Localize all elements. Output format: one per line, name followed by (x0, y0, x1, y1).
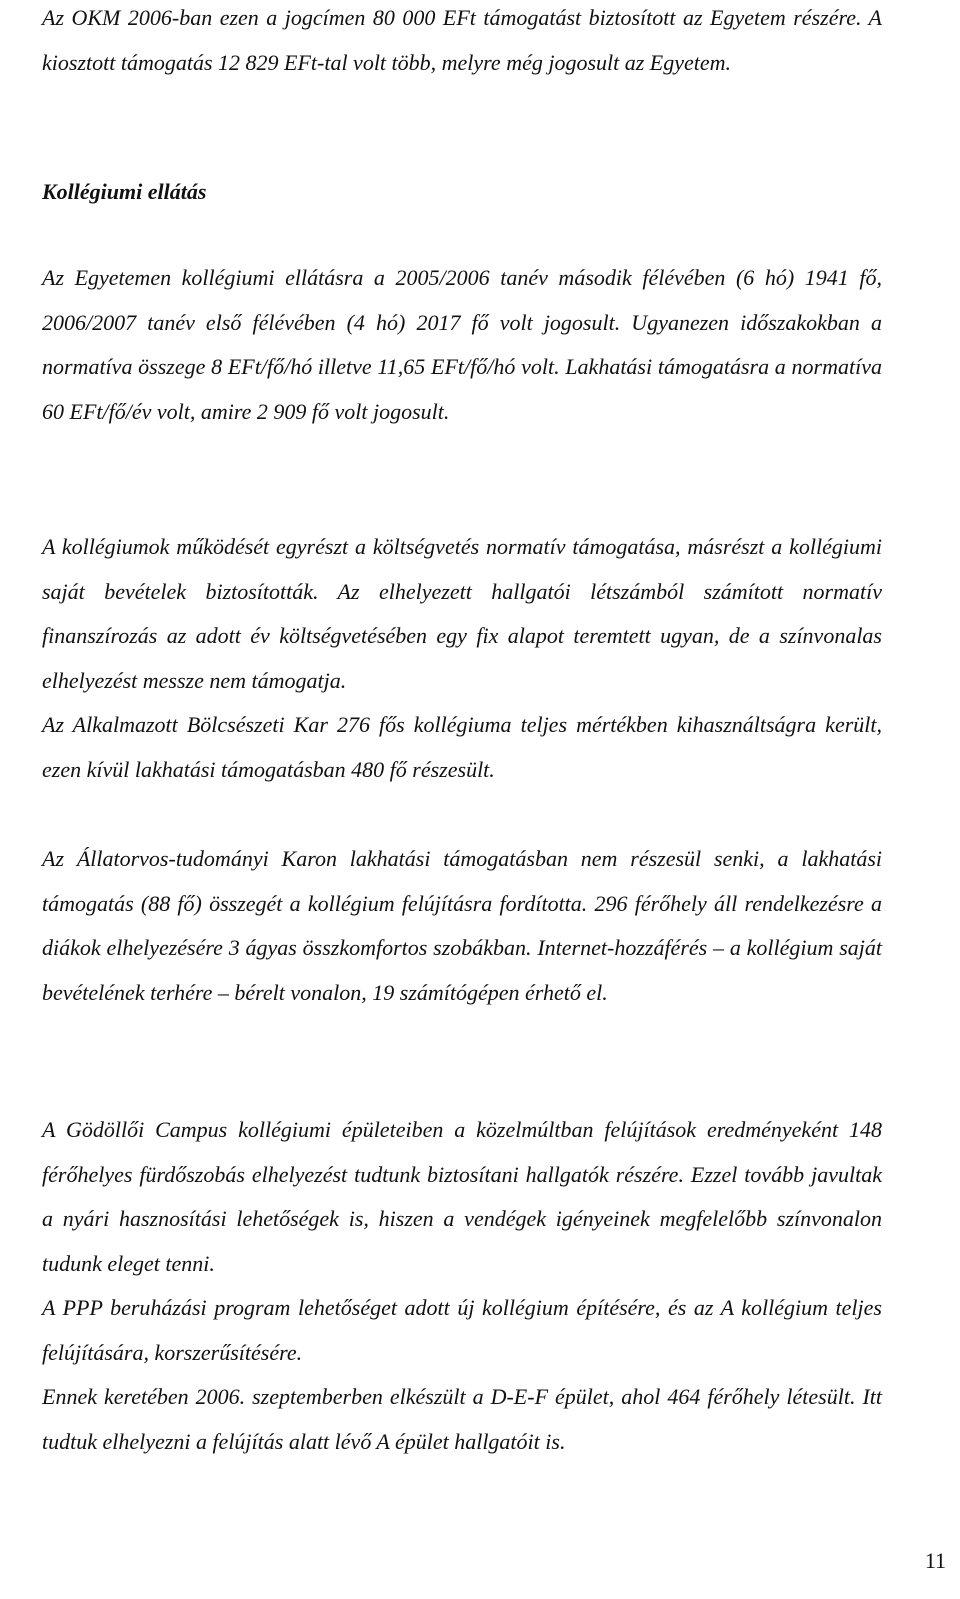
paragraph-ppp: A PPP beruházási program lehetőséget adott új kollégium építésére, és az A kollégium teljes felújítására, korszerűsítésére. (42, 1295, 882, 1365)
intro-paragraph: Az OKM 2006-ban ezen a jogcímen 80 000 EFt támogatást biztosított az Egyetem részére. A kiosztott támogatás 12 829 EFt-tal volt több, melyre még jogosult az Egyetem. (42, 5, 882, 75)
paragraph-abk: Az Alkalmazott Bölcsészeti Kar 276 fős kollégiuma teljes mértékben kihasználtságra került, ezen kívül lakhatási támogatásban 480 fő részesült. (42, 712, 882, 782)
paragraph-operation: A kollégiumok működését egyrészt a költségvetés normatív támogatása, másrészt a kollégiumi saját bevételek biztosították. Az elhelyezett hallgatói létszámból számított normatív finanszírozás az adott év költségvetésében egy fix alapot teremtett ugyan, de a színvonalas elhelyezést messze nem támogatja. (42, 534, 882, 693)
paragraph-ativ: Az Állatorvos-tudományi Karon lakhatási támogatásban nem részesül senki, a lakhatási támogatás (88 fő) összegét a kollégium felújításra fordította. 296 férőhely áll rendelkezésre a diákok elhelyezésére 3 ágyas összkomfortos szobákban. Internet-hozzáférés – a kollégium saját bevételének terhére – bérelt vonalon, 19 számítógépen érhető el. (42, 846, 882, 1005)
section-heading: Kollégiumi ellátás (42, 179, 207, 204)
paragraph-def-building: Ennek keretében 2006. szeptemberben elkészült a D-E-F épület, ahol 464 férőhely létesült. Itt tudtuk elhelyezni a felújítás alatt lévő A épület hallgatóit is. (42, 1384, 882, 1454)
paragraph-eligibility: Az Egyetemen kollégiumi ellátásra a 2005/2006 tanév második félévében (6 hó) 1941 fő, 2006/2007 tanév első félévében (4 hó) 2017 fő volt jogosult. Ugyanezen időszakokban a normatíva összege 8 EFt/fő/hó illetve 11,65 EFt/fő/hó volt. Lakhatási támogatásra a normatíva 60 EFt/fő/év volt, amire 2 909 fő volt jogosult. (42, 265, 882, 424)
paragraph-group-operation (42, 525, 882, 792)
paragraph-godollo: A Gödöllői Campus kollégiumi épületeiben a közelmúltban felújítások eredményeként 148 férőhelyes fürdőszobás elhelyezést tudtunk biztosítani hallgatók részére. Ezzel tovább javultak a nyári hasznosítási lehetőségek is, hiszen a vendégek igényeinek megfelelőbb színvonalon tudunk eleget tenni. (42, 1117, 882, 1276)
paragraph-group-godollo (42, 1108, 882, 1464)
page-number: 11 (924, 1548, 946, 1573)
